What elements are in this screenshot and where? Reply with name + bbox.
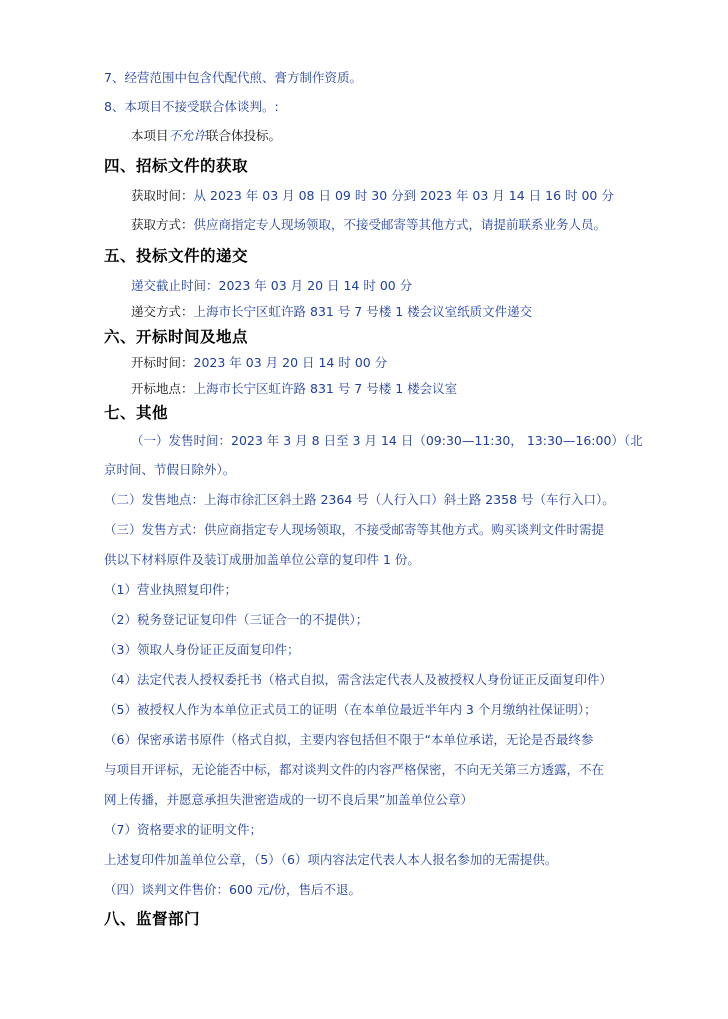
material-7: （7）资格要求的证明文件； [104,822,262,837]
open-time-label: 开标时间： [131,355,194,370]
consortium-note-a: 本项目 [131,128,169,143]
section-heading-4: 四、招标文件的获取 [104,157,249,175]
other-1-line-a: （一）发售时间：2023 年 3 月 8 日至 3 月 14 日（09:30—11:30， 13:30—16:00）（北 [131,433,643,448]
other-1-line-b: 京时间、节假日除外）。 [104,462,236,477]
submit-method-value: 上海市长宁区虹许路 831 号 7 号楼 1 楼会议室纸质文件递交 [193,304,533,319]
other-3-line-a: （三）发售方式：供应商指定专人现场领取，不接受邮寄等其他方式。购买谈判文件时需提 [104,522,605,537]
get-method-value: 供应商指定专人现场领取，不接受邮寄等其他方式，请提前联系业务人员。 [193,217,607,232]
open-time-value: 2023 年 03 月 20 日 14 时 00 分 [193,355,388,370]
get-method-line [131,216,606,234]
consortium-note-c: 联合体投标。 [206,128,282,143]
open-place-value: 上海市长宁区虹许路 831 号 7 号楼 1 楼会议室 [193,381,458,396]
material-6-line-c: 网上传播，并愿意承担失泄密造成的一切不良后果”加盖单位公章） [104,792,473,807]
submit-method-line [131,303,532,321]
material-1: （1）营业执照复印件； [104,582,237,597]
open-time-line [131,354,387,372]
consortium-note [131,127,281,145]
get-time-label: 获取时间： [131,188,194,203]
submit-deadline: 递交截止时间：2023 年 03 月 20 日 14 时 00 分 [131,278,413,293]
other-4: （四）谈判文件售价：600 元/份，售后不退。 [104,882,362,897]
other-2: （二）发售地点：上海市徐汇区斜土路 2364 号（人行入口）斜土路 2358 号（车行入口）。 [104,492,615,507]
submit-method-label: 递交方式： [131,304,194,319]
section-heading-7: 七、其他 [104,404,169,422]
other-3-line-b: 供以下材料原件及装订成册加盖单位公章的复印件 1 份。 [104,552,420,567]
consortium-note-b: 不允许 [168,128,207,143]
material-3: （3）领取人身份证正反面复印件； [104,642,300,657]
get-method-label: 获取方式： [131,217,194,232]
item-7: 7、经营范围中包含代配代煎、膏方制作资质。 [104,70,362,85]
material-2: （2）税务登记证复印件（三证合一的不提供）； [104,612,369,627]
copies-note: 上述复印件加盖单位公章，（5）（6）项内容法定代表人本人报名参加的无需提供。 [104,852,558,867]
open-place-label: 开标地点： [131,381,194,396]
get-time-line [131,187,614,205]
material-6-line-b: 与项目开评标，无论能否中标，都对谈判文件的内容严格保密，不向无关第三方透露，不在 [104,762,605,777]
material-4: （4）法定代表人授权委托书（格式自拟，需含法定代表人及被授权人身份证正反面复印件） [104,672,612,687]
item-8: 8、本项目不接受联合体谈判。: [104,99,279,114]
section-heading-5: 五、投标文件的递交 [104,247,249,265]
section-heading-8: 八、监督部门 [104,910,201,928]
material-5: （5）被授权人作为本单位正式员工的证明（在本单位最近半年内 3 个月缴纳社保证明）； [104,702,597,717]
material-6-line-a: （6）保密承诺书原件（格式自拟，主要内容包括但不限于“本单位承诺，无论是否最终参 [104,732,594,747]
open-place-line [131,380,457,398]
get-time-value: 从 2023 年 03 月 08 日 09 时 30 分到 2023 年 03 月 14 日 16 时 00 分 [193,188,614,203]
section-heading-6: 六、开标时间及地点 [104,328,249,346]
